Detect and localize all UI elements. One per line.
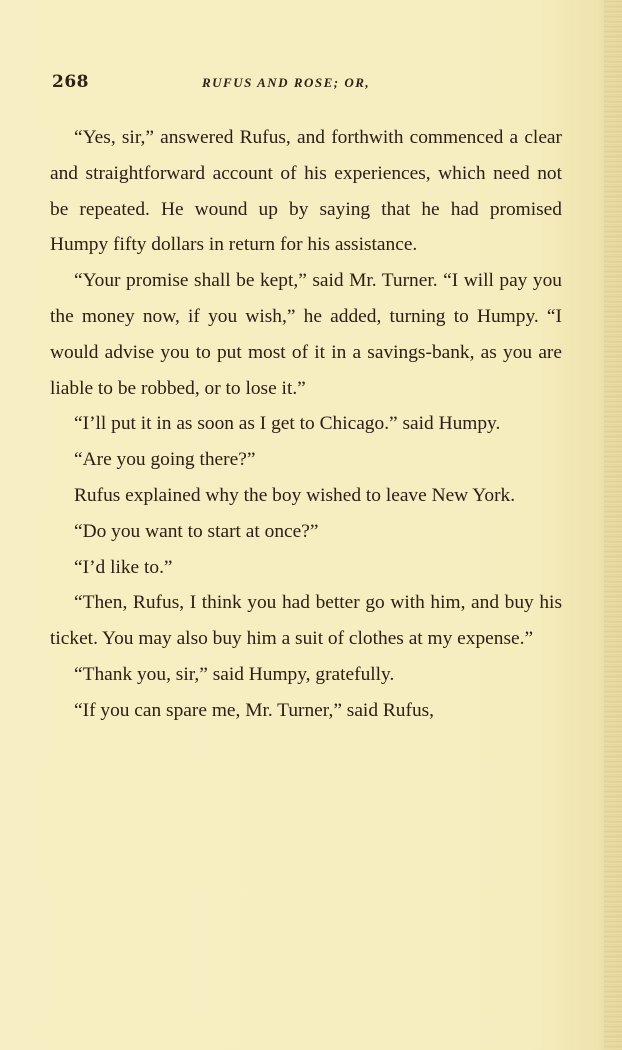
running-title: RUFUS AND ROSE; OR, (202, 75, 371, 90)
page-header (52, 72, 562, 102)
paragraph: “Are you going there?” (74, 449, 256, 471)
paragraph: “I’d like to.” (74, 556, 173, 578)
page-edge (604, 0, 622, 1050)
body-text (50, 120, 562, 729)
paragraph: “If you can spare me, Mr. Turner,” said Rufus, (74, 699, 435, 721)
paragraph: “Thank you, sir,” said Humpy, gratefully. (74, 663, 395, 685)
paragraph: Rufus explained why the boy wished to leave New York. (74, 484, 516, 506)
page-number: 268 (52, 72, 89, 92)
paragraph: “Your promise shall be kept,” said Mr. Turner. “I will pay you the money now, if you wish,” he added, turning to Humpy. “I would advise you to put most of it in a savings-bank, as you are liable to be robbed, or to lose it.” (50, 270, 562, 399)
paragraph: “Then, Rufus, I think you had better go with him, and buy his ticket. You may also buy him a suit of clothes at my expense.” (50, 592, 562, 650)
paragraph: “Yes, sir,” answered Rufus, and forthwith commenced a clear and straightforward account of his experiences, which need not be repeated. He wound up by saying that he had promised Humpy fifty dollars in return for his assistance. (50, 127, 562, 256)
paragraph: “Do you want to start at once?” (74, 520, 319, 542)
paragraph: “I’ll put it in as soon as I get to Chicago.” said Humpy. (74, 413, 501, 435)
